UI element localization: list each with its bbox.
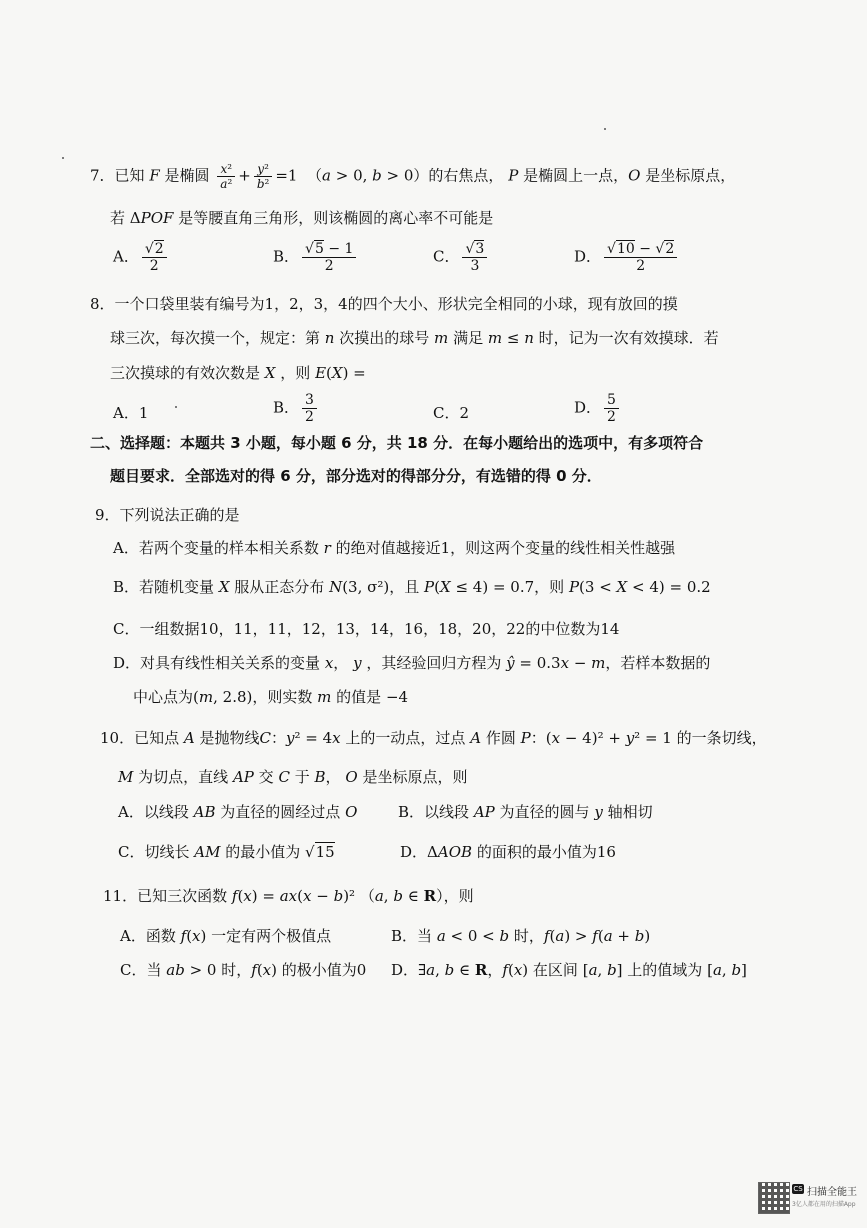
q7-option-b: B． $\frac{√5 - 1}{2}$ [273, 242, 359, 273]
q10-option-b: B．以线段 AP 为直径的圆与 y 轴相切 [398, 803, 653, 821]
q7-option-c: C． $\frac{√3}{3}$ [433, 242, 490, 273]
scanner-app-name: 扫描全能王 [807, 1187, 857, 1198]
q7-option-a: A． $\frac{√2}{2}$ [113, 242, 170, 273]
q8-option-b: B． $\frac{3}{2}$ [273, 393, 320, 424]
q11-option-c: C．当 ab > 0 时，f(x) 的极小值为0 [120, 961, 367, 979]
q11-option-d: D．∃a, b ∈ R，f(x) 在区间 [a, b] 上的值域为 [a, b] [391, 961, 747, 979]
q9-option-b: B．若随机变量 X 服从正态分布 N(3, σ²)，且 P(X ≤ 4) = 0.7，则 P(3 < X < 4) = 0.2 [113, 578, 711, 596]
camscanner-logo-icon: CS [793, 1185, 803, 1193]
q8-option-d: D． $\frac{5}{2}$ [574, 393, 622, 424]
q9-option-d-line2: 中心点为(m, 2.8)，则实数 m 的值是 −4 [133, 688, 409, 706]
q8-line1: 8．一个口袋里装有编号为1，2，3，4的四个大小、形状完全相同的小球，现有放回的摸 [90, 295, 678, 313]
q8-line2: 球三次，每次摸一个，规定：第 n 次摸出的球号 m 满足 m ≤ n 时，记为一次有效摸球．若 [110, 329, 719, 347]
q8-option-a: A．1 [113, 404, 149, 422]
q7-stem: 7．已知 F 是椭圆 $\frac{\text{x²}}{\text{a²}}$ + $\frac{\text{y²}}{\text{b²}}$ =1 （a > 0, b > 0）的右焦点， P 是椭圆上一点，O 是坐标原点， [90, 162, 736, 191]
scanner-tagline: 3亿人都在用的扫描App [792, 1201, 856, 1208]
q9-stem: 9．下列说法正确的是 [95, 506, 240, 524]
q10-line2: M 为切点，直线 AP 交 C 于 B， O 是坐标原点，则 [118, 768, 468, 786]
section-heading: 二、选择题：本题共 3 小题，每小题 6 分，共 18 分．在每小题给出的选项中，有多项符合 [90, 434, 704, 452]
section-heading-line2: 题目要求．全部选对的得 6 分，部分选对的得部分分，有选错的得 0 分． [110, 467, 602, 485]
q7-option-d: D． $\frac{√10 - √2}{2}$ [574, 242, 680, 273]
scanner-watermark [758, 1180, 858, 1216]
q9-option-a: A．若两个变量的样本相关系数 r 的绝对值越接近1，则这两个变量的线性相关性越强 [113, 539, 676, 557]
q7-line2: 若 ΔPOF 是等腰直角三角形，则该椭圆的离心率不可能是 [110, 209, 494, 227]
q11-stem: 11．已知三次函数 f(x) = ax(x − b)² （a, b ∈ R），则 [103, 887, 474, 905]
q11-option-a: A．函数 f(x) 一定有两个极值点 [120, 927, 332, 945]
q8-line3: 三次摸球的有效次数是 X ，则 E(X) = [110, 364, 366, 382]
q9-option-d: D．对具有线性相关关系的变量 x， y ，其经验回归方程为 ŷ = 0.3x − m，若样本数据的 [113, 654, 711, 672]
scan-speck [175, 406, 177, 408]
q10-stem: 10．已知点 A 是抛物线C：y² = 4x 上的一动点，过点 A 作圆 P：(x − 4)² + y² = 1 的一条切线， [100, 729, 767, 747]
q10-option-a: A．以线段 AB 为直径的圆经过点 O [118, 803, 358, 821]
q10-option-c: C．切线长 AM 的最小值为 √15 [118, 843, 335, 861]
q9-option-c: C．一组数据10，11，11，12，13，14，16，18，20，22的中位数为14 [113, 620, 620, 638]
q10-option-d: D．ΔAOB 的面积的最小值为16 [400, 843, 616, 861]
scan-speck [62, 157, 64, 159]
q11-option-b: B．当 a < 0 < b 时，f(a) > f(a + b) [391, 927, 651, 945]
q8-option-c: C．2 [433, 404, 470, 422]
qr-code-icon [758, 1182, 790, 1214]
scan-speck [604, 128, 606, 130]
